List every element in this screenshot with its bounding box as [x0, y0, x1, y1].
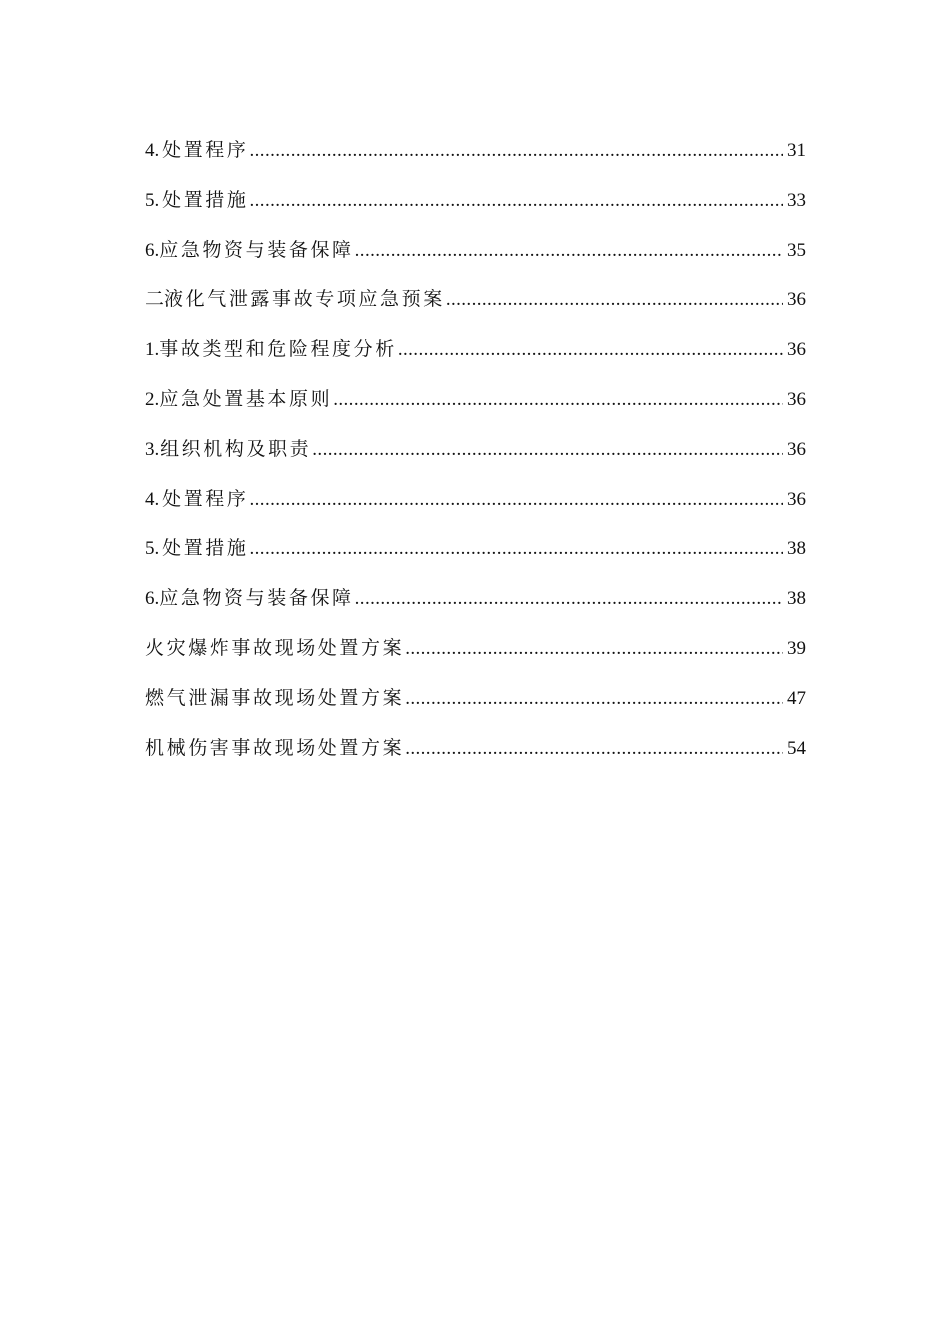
toc-entry-page: 36	[787, 289, 806, 311]
toc-entry-page: 54	[787, 737, 806, 759]
toc-entry[interactable]	[145, 528, 806, 578]
toc-entry-title: 燃气泄漏事故现场处置方案	[145, 686, 405, 709]
toc-entry-title: 应急处置基本原则	[159, 387, 333, 410]
toc-entry-title: 液化气泄露事故专项应急预案	[164, 288, 445, 311]
toc-entry-title: 火灾爆炸事故现场处置方案	[145, 636, 405, 659]
dot-leader	[405, 629, 783, 669]
toc-entry-number: 5.	[145, 538, 160, 560]
toc-entry[interactable]	[145, 130, 806, 180]
toc-entry-page: 47	[787, 687, 806, 709]
toc-entry-number: 3.	[145, 438, 160, 460]
toc-entry-title: 处置程序	[162, 139, 249, 161]
table-of-contents	[145, 130, 806, 777]
toc-entry[interactable]	[145, 678, 806, 728]
toc-entry-number: 2.	[145, 388, 160, 410]
toc-entry-title: 机械伤害事故现场处置方案	[145, 736, 405, 759]
dot-leader	[405, 729, 783, 769]
dot-leader	[446, 280, 783, 320]
toc-entry-title: 组织机构及职责	[160, 437, 312, 460]
toc-entry-page: 36	[787, 339, 806, 361]
dot-leader	[312, 430, 783, 470]
dot-leader	[250, 480, 784, 520]
toc-entry-number: 6.	[145, 239, 160, 261]
toc-entry-page: 36	[787, 488, 806, 510]
dot-leader	[398, 330, 783, 370]
toc-entry[interactable]	[145, 230, 806, 280]
dot-leader	[250, 181, 784, 221]
toc-entry[interactable]	[145, 429, 806, 479]
toc-entry-number: 6.	[145, 588, 160, 610]
toc-entry-title: 处置程序	[162, 487, 249, 510]
toc-entry-title: 应急物资与装备保障	[159, 587, 354, 610]
toc-entry[interactable]	[145, 180, 806, 230]
dot-leader	[250, 529, 784, 569]
toc-entry-number: 1.	[145, 339, 160, 361]
toc-entry[interactable]	[145, 379, 806, 429]
toc-entry-page: 31	[787, 140, 806, 161]
dot-leader	[355, 231, 783, 271]
toc-entry-page: 36	[787, 388, 806, 410]
toc-entry[interactable]	[145, 279, 806, 329]
toc-entry-page: 38	[787, 538, 806, 560]
toc-entry-title: 应急物资与装备保障	[159, 238, 354, 261]
toc-entry-title: 处置措施	[162, 188, 249, 211]
toc-entry-page: 38	[787, 588, 806, 610]
toc-entry-number: 4.	[145, 488, 160, 510]
toc-entry[interactable]	[145, 479, 806, 529]
toc-entry-page: 39	[787, 637, 806, 659]
toc-entry-page: 35	[787, 239, 806, 261]
dot-leader	[355, 579, 783, 619]
toc-entry[interactable]	[145, 628, 806, 678]
toc-entry[interactable]	[145, 329, 806, 379]
dot-leader	[250, 131, 784, 171]
toc-entry[interactable]	[145, 578, 806, 628]
dot-leader	[333, 380, 783, 420]
dot-leader	[405, 679, 783, 719]
toc-entry[interactable]	[145, 728, 806, 778]
toc-entry-title: 处置措施	[162, 537, 249, 560]
toc-entry-number: 4.	[145, 140, 160, 161]
toc-entry-number: 二	[145, 288, 165, 311]
toc-entry-title: 事故类型和危险程度分析	[159, 338, 397, 361]
toc-entry-page: 33	[787, 189, 806, 211]
toc-entry-number: 5.	[145, 189, 160, 211]
toc-entry-page: 36	[787, 438, 806, 460]
